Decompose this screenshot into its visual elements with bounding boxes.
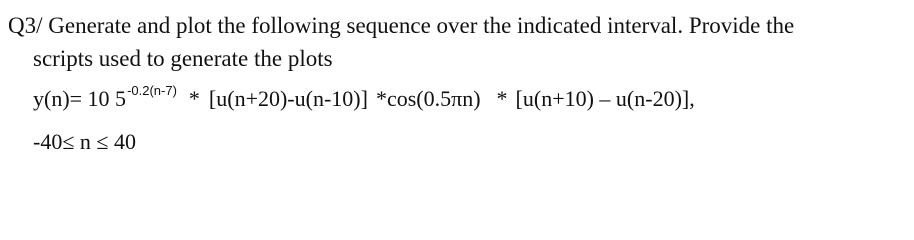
formula-multiply-2: * <box>496 86 508 111</box>
formula-multiply-1: * <box>188 86 200 111</box>
question-line-2: scripts used to generate the plots <box>33 46 333 71</box>
interval-range: -40≤ n ≤ 40 <box>33 129 136 154</box>
formula-step-window-1: [u(n+20)-u(n-10)] <box>208 86 368 111</box>
question-line-1: Q3/ Generate and plot the following sequence over the indicated interval. Provide the <box>8 13 795 38</box>
formula-exponent: -0.2(n-7) <box>127 83 177 98</box>
formula-lhs: y(n)= 10 5 <box>33 86 127 111</box>
sequence-formula <box>33 83 695 115</box>
formula-cosine-term: *cos(0.5πn) <box>375 86 481 111</box>
formula-step-window-2: [u(n+10) – u(n-20)], <box>515 86 695 111</box>
